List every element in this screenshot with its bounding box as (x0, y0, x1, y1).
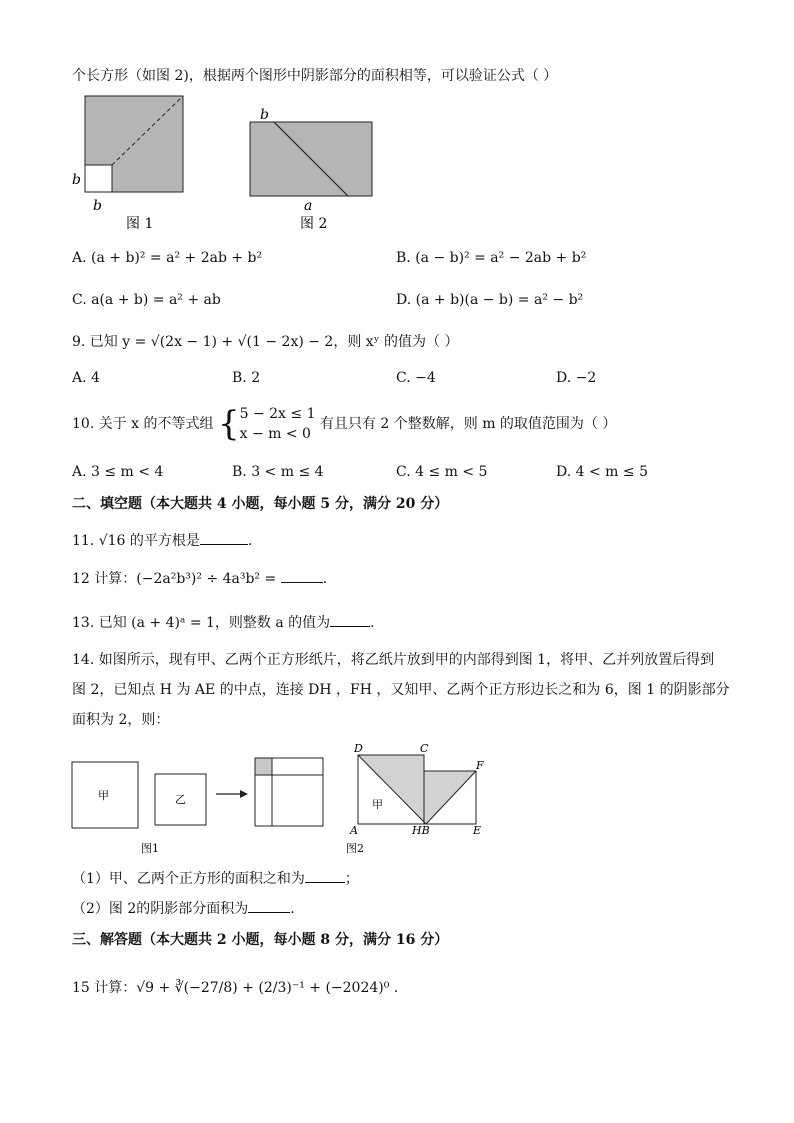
q14-line-3: 面积为 2，则： (72, 712, 170, 728)
q10-prefix: 10. 关于 x 的不等式组 (72, 416, 214, 432)
q10-option-c: C. 4 ≤ m < 5 (396, 464, 488, 480)
q9-option-c: C. −4 (396, 370, 436, 386)
q10-inequality-system: { 5 − 2x ≤ 1 x − m < 0 (217, 404, 316, 444)
q8-option-c: C. a(a + b) = a² + ab (72, 292, 221, 308)
q14-line-2: 图 2，已知点 H 为 AE 的中点，连接 DH ，FH ，又知甲、乙两个正方形边长之和为 6，图 1 的阴影部分 (72, 682, 730, 698)
fig-label-jia: 甲 (98, 789, 109, 802)
q11 (72, 530, 252, 551)
q10-inequality-2: x − m < 0 (239, 426, 311, 442)
fig1-caption-q14: 图1 (141, 842, 159, 855)
q12-text: 12 计算：(−2a²b³)² ÷ 4a³b² = (72, 571, 277, 587)
fig1-label-b-bottom: b (93, 198, 102, 214)
q8-stem: 个长方形（如图 2)，根据两个图形中阴影部分的面积相等，可以验证公式（ ） (72, 68, 558, 84)
q15: 15 计算：√9 + ∛(−27/8) + (2/3)⁻¹ + (−2024)⁰ . (72, 980, 399, 996)
fig2-label-jia: 甲 (372, 798, 383, 811)
q12-end: . (322, 571, 328, 587)
q14-sub-2-end: . (290, 901, 295, 917)
fig2-caption-q14: 图2 (346, 842, 364, 855)
q8-option-d: D. (a + b)(a − b) = a² − b² (396, 292, 584, 308)
q10-option-a: A. 3 ≤ m < 4 (72, 464, 164, 480)
q9-stem: 9. 已知 y = √(2x − 1) + √(1 − 2x) − 2，则 xʸ 的值为（ ） (72, 334, 459, 350)
q10-option-d: D. 4 < m ≤ 5 (556, 464, 648, 480)
q14-sub-1-end: ； (344, 871, 359, 887)
q8-figure-2 (240, 100, 390, 235)
q9-option-a: A. 4 (72, 370, 100, 386)
section-2-heading: 二、填空题（本大题共 4 小题，每小题 5 分，满分 20 分） (72, 496, 449, 512)
q8-figure-1 (60, 90, 200, 235)
q13-blank (330, 612, 370, 627)
q14-sub-2-text: （2）图 2的阴影部分面积为 (72, 901, 249, 917)
q9-option-b: B. 2 (232, 370, 261, 386)
q13-end: . (370, 615, 375, 631)
fig2-label-d: D (354, 742, 363, 755)
q14-sub-2 (72, 898, 295, 919)
q10-inequality-1: 5 − 2x ≤ 1 (239, 406, 316, 422)
fig2-caption: 图 2 (300, 216, 328, 232)
section-3-heading: 三、解答题（本大题共 2 小题，每小题 8 分，满分 16 分） (72, 932, 449, 948)
fig1-label-b-left: b (72, 172, 81, 188)
q10-stem (72, 404, 616, 444)
q10-suffix: 有且只有 2 个整数解，则 m 的取值范围为（ ） (319, 416, 617, 432)
q12 (72, 568, 327, 589)
q14-sub-1-text: （1）甲、乙两个正方形的面积之和为 (72, 871, 305, 887)
fig2-label-a-bottom: a (304, 198, 313, 214)
q8-option-b: B. (a − b)² = a² − 2ab + b² (396, 250, 587, 266)
q13 (72, 612, 375, 633)
q14-sub-2-blank (248, 898, 290, 913)
q11-text: 11. √16 的平方根是 (72, 533, 200, 549)
q13-text: 13. 已知 (a + 4)ᵃ = 1，则整数 a 的值为 (72, 615, 331, 631)
q14-figure-2 (340, 740, 500, 860)
fig2-label-b-top: b (260, 107, 269, 123)
fig-label-yi: 乙 (175, 793, 186, 806)
q12-blank (281, 568, 323, 583)
q14-figure-1 (66, 740, 336, 860)
q11-end: . (247, 533, 253, 549)
q10-option-b: B. 3 < m ≤ 4 (232, 464, 324, 480)
q11-blank (200, 530, 248, 545)
fig2-label-e: E (473, 824, 482, 837)
q9-option-d: D. −2 (556, 370, 597, 386)
fig2-label-c: C (420, 742, 429, 755)
fig2-label-a: A (350, 824, 358, 837)
fig2-label-f: F (476, 759, 484, 772)
q14-sub-1 (72, 868, 359, 889)
q8-option-a: A. (a + b)² = a² + 2ab + b² (72, 250, 263, 266)
q14-sub-1-blank (305, 868, 345, 883)
q14-line-1: 14. 如图所示，现有甲、乙两个正方形纸片，将乙纸片放到甲的内部得到图 1，将甲、乙并列放置后得到 (72, 652, 715, 668)
fig1-caption: 图 1 (126, 216, 154, 232)
fig2-label-hb: HB (412, 824, 430, 837)
